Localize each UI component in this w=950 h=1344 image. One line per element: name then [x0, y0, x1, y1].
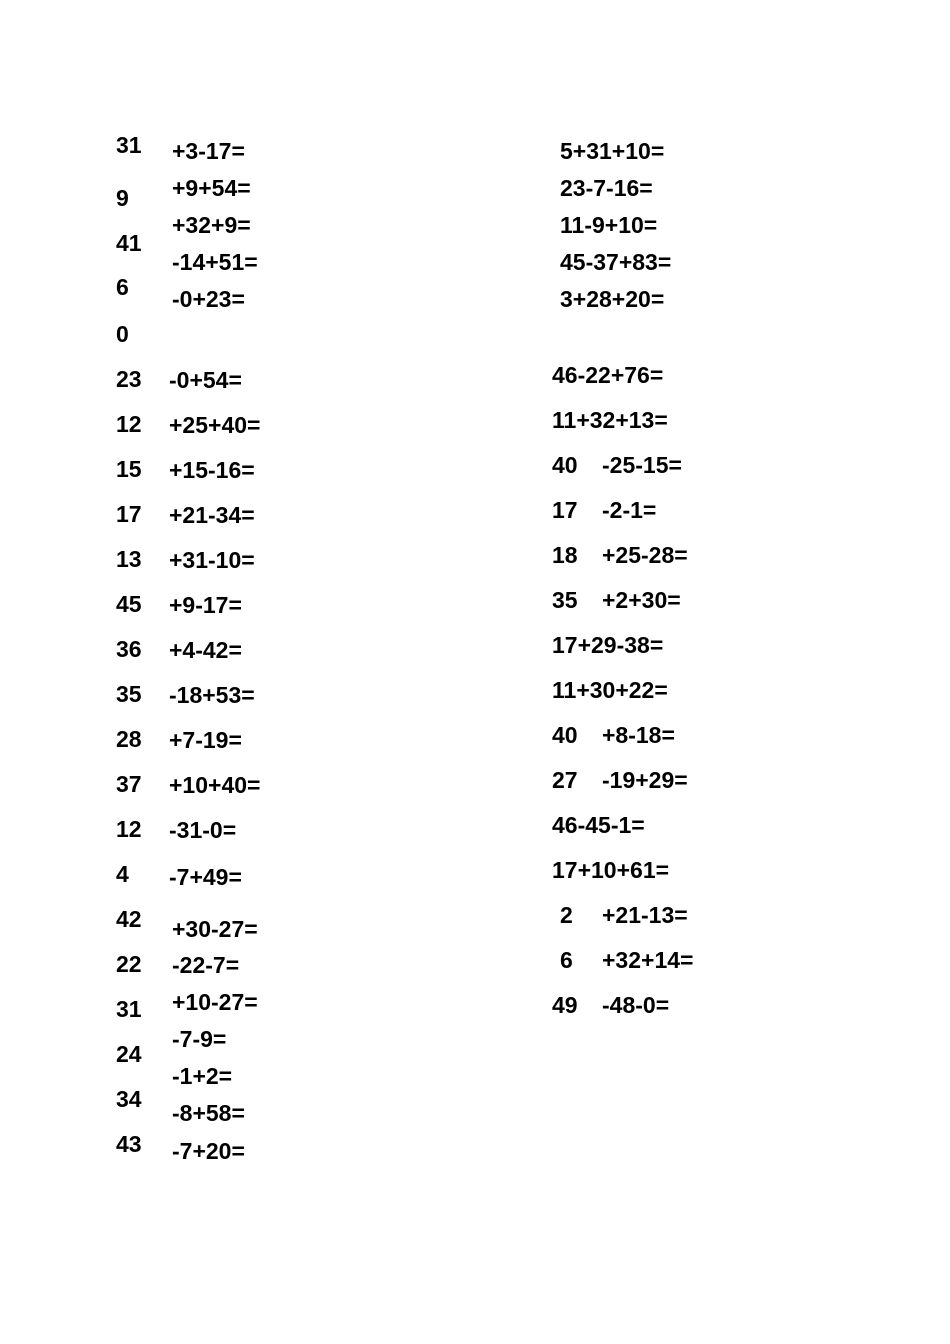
left-number: 13 — [116, 546, 142, 572]
left-number: 42 — [116, 906, 142, 932]
right-expression: -48-0= — [602, 992, 670, 1018]
left-number: 0 — [116, 321, 129, 347]
left-expression: -7-9= — [172, 1026, 227, 1052]
right-expression: 45-37+83= — [560, 249, 672, 275]
right-expression: 11-9+10= — [560, 212, 658, 238]
left-number: 4 — [116, 861, 129, 887]
right-expression: -19+29= — [602, 767, 688, 793]
left-number: 31 — [116, 132, 142, 158]
left-expression: +4-42= — [169, 637, 242, 663]
left-number: 24 — [116, 1041, 142, 1067]
left-number: 37 — [116, 771, 142, 797]
left-expression: +3-17= — [172, 138, 245, 164]
left-expression: +7-19= — [169, 727, 242, 753]
right-expression: 46-45-1= — [552, 812, 645, 838]
left-number: 22 — [116, 951, 142, 977]
right-expression: +25-28= — [602, 542, 688, 568]
left-number: 28 — [116, 726, 142, 752]
right-expression: 23-7-16= — [560, 175, 653, 201]
right-number: 40 — [552, 452, 578, 478]
left-number: 23 — [116, 366, 142, 392]
left-expression: -18+53= — [169, 682, 255, 708]
left-number: 15 — [116, 456, 142, 482]
right-expression: 17+29-38= — [552, 632, 664, 658]
left-expression: -14+51= — [172, 249, 258, 275]
right-expression: 5+31+10= — [560, 138, 665, 164]
left-expression: -0+54= — [169, 367, 242, 393]
left-number: 17 — [116, 501, 142, 527]
right-expression: +8-18= — [602, 722, 675, 748]
left-number: 6 — [116, 274, 129, 300]
left-number: 9 — [116, 185, 129, 211]
left-expression: -31-0= — [169, 817, 237, 843]
left-expression: -0+23= — [172, 286, 245, 312]
right-expression: -2-1= — [602, 497, 657, 523]
right-expression: +2+30= — [602, 587, 681, 613]
right-number: 35 — [552, 587, 578, 613]
right-expression: +32+14= — [602, 947, 694, 973]
left-expression: +21-34= — [169, 502, 255, 528]
left-number: 43 — [116, 1131, 142, 1157]
right-expression: 11+32+13= — [552, 407, 668, 433]
right-expression: -25-15= — [602, 452, 682, 478]
left-expression: -1+2= — [172, 1063, 233, 1089]
right-number: 17 — [552, 497, 578, 523]
left-number: 34 — [116, 1086, 142, 1112]
left-number: 31 — [116, 996, 142, 1022]
right-number: 2 — [560, 902, 573, 928]
left-expression: -8+58= — [172, 1100, 245, 1126]
right-number: 27 — [552, 767, 578, 793]
left-number: 41 — [116, 230, 142, 256]
right-number: 18 — [552, 542, 578, 568]
left-expression: +25+40= — [169, 412, 261, 438]
left-expression: +30-27= — [172, 916, 258, 942]
right-number: 49 — [552, 992, 578, 1018]
left-expression: +32+9= — [172, 212, 251, 238]
left-expression: +9+54= — [172, 175, 251, 201]
left-expression: -22-7= — [172, 952, 240, 978]
left-number: 35 — [116, 681, 142, 707]
left-number: 45 — [116, 591, 142, 617]
left-expression: +9-17= — [169, 592, 242, 618]
left-expression: +10-27= — [172, 989, 258, 1015]
left-expression-clipped: -7+49= — [169, 864, 242, 890]
right-expression: 3+28+20= — [560, 286, 665, 312]
right-expression: 11+30+22= — [552, 677, 668, 703]
right-expression: +21-13= — [602, 902, 688, 928]
right-number: 6 — [560, 947, 573, 973]
right-expression: 46-22+76= — [552, 362, 664, 388]
left-number: 12 — [116, 411, 142, 437]
left-expression: +31-10= — [169, 547, 255, 573]
left-expression: -7+20= — [172, 1138, 245, 1164]
left-number: 12 — [116, 816, 142, 842]
right-expression: 17+10+61= — [552, 857, 670, 883]
right-number: 40 — [552, 722, 578, 748]
left-number: 36 — [116, 636, 142, 662]
left-expression: +10+40= — [169, 772, 261, 798]
left-expression: +15-16= — [169, 457, 255, 483]
